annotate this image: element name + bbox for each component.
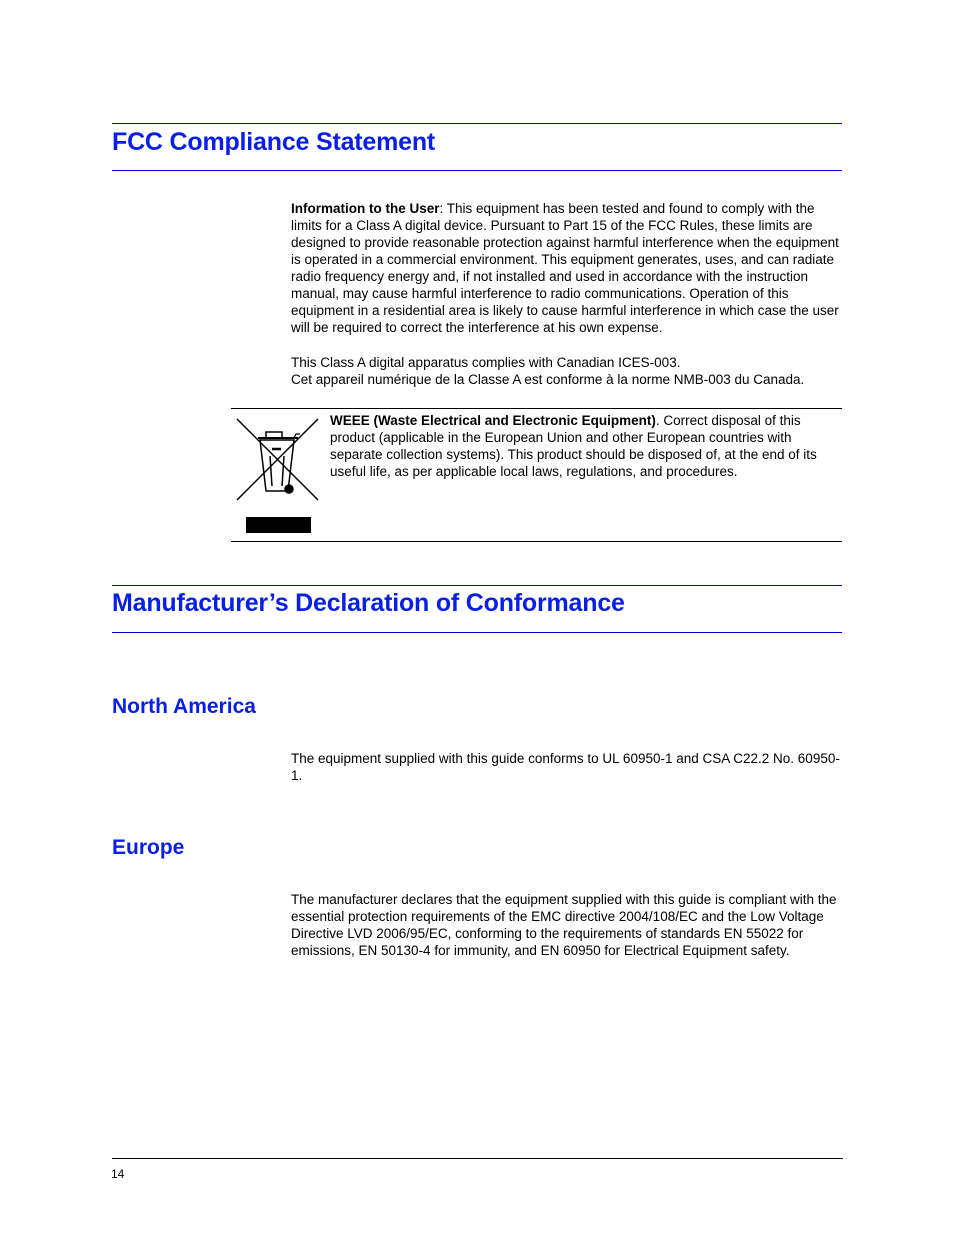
- north-america-heading: North America: [112, 695, 256, 718]
- declaration-top-rule: [112, 585, 842, 586]
- weee-paragraph: [330, 412, 830, 480]
- footer-rule: [112, 1158, 843, 1159]
- fcc-title: FCC Compliance Statement: [112, 128, 436, 156]
- fcc-bottom-rule: [112, 170, 842, 171]
- europe-heading: Europe: [112, 836, 185, 859]
- weee-label: WEEE (Waste Electrical and Electronic Equipment): [330, 413, 656, 428]
- north-america-paragraph: The equipment supplied with this guide conforms to UL 60950-1 and CSA C22.2 No. 60950-1.: [291, 751, 840, 783]
- weee-bottom-rule: [231, 541, 842, 542]
- europe-paragraph: The manufacturer declares that the equipment supplied with this guide is compliant with the essential protection requirements of the EMC directive 2004/108/EC and the Low Voltage Directive LVD 2006/95/EC, conforming to the requirements of standards EN 55022 for emissions, EN 50130-4 for immunity, and EN 60950 for Electrical Equipment safety.: [291, 892, 837, 958]
- weee-top-rule: [231, 408, 842, 409]
- canada-en-text: This Class A digital apparatus complies with Canadian ICES-003.: [291, 355, 681, 370]
- info-label: Information to the User: [291, 201, 440, 216]
- info-text: : This equipment has been tested and found to comply with the limits for a Class A digital device. Pursuant to Part 15 of the FCC Rules, these limits are designed to provide reasonable protection against harmful interference when the equipment is operated in a commercial environment. This equipment generates, uses, and can radiate radio frequency energy and, if not installed and used in accordance with the instruction manual, may cause harmful interference to radio communications. Operation of this equipment in a residential area is likely to cause harmful interference in which case the user will be required to correct the interference at his own expense.: [291, 201, 839, 335]
- canada-paragraph: [291, 354, 843, 388]
- declaration-bottom-rule: [112, 632, 842, 633]
- fcc-top-rule: [112, 123, 842, 124]
- weee-marking-bar: [246, 517, 311, 533]
- weee-text: . Correct disposal of this product (applicable in the European Union and other European countries with separate collection systems). This product should be disposed of, at the end of its useful life, as per applicable local laws, regulations, and procedures.: [330, 413, 817, 479]
- fcc-info-paragraph: [291, 200, 843, 336]
- canada-fr-text: Cet appareil numérique de la Classe A est conforme à la norme NMB-003 du Canada.: [291, 372, 805, 387]
- crossed-out-wheelie-bin-icon: [236, 416, 320, 506]
- declaration-title: Manufacturer’s Declaration of Conformance: [112, 589, 625, 617]
- page-number: 14: [111, 1167, 125, 1181]
